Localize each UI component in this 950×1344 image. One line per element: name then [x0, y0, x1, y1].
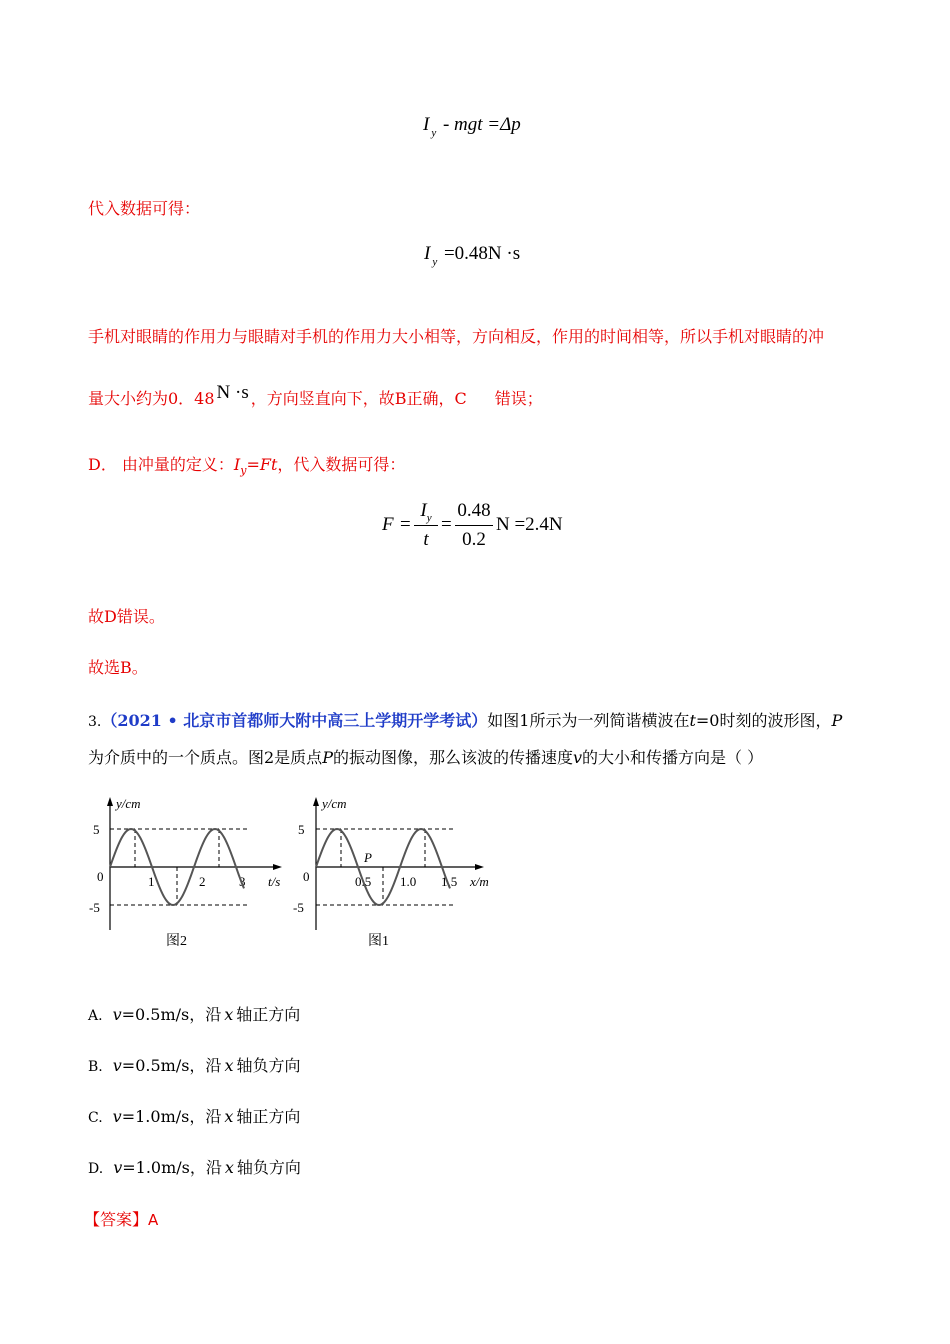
option-d-analysis [88, 452, 405, 475]
option-a-dir: 轴正方向 [236, 1005, 301, 1024]
eq3-num1sub: y [426, 512, 432, 524]
explanation-line-2 [88, 382, 543, 410]
eq1-mgt: mgt [454, 114, 483, 135]
g2-y-arrow [107, 797, 113, 806]
option-b-x: x [224, 1056, 234, 1075]
g2-xtick-3: 3 [239, 874, 246, 889]
g2-xtick-2: 2 [199, 874, 206, 889]
option-b-v: v [112, 1056, 122, 1075]
lineD-def: =Ft [246, 455, 278, 474]
eq2-I: I [424, 243, 431, 264]
g2-ytick-5: 5 [93, 822, 100, 837]
lineD-suffix: ，代入数据可得： [277, 455, 406, 474]
option-c[interactable] [88, 1104, 300, 1127]
eq3-den2: 0.2 [462, 529, 486, 550]
answer-label: 【答案】 [84, 1210, 149, 1229]
option-c-letter: C. [88, 1110, 103, 1126]
option-c-x: x [224, 1107, 234, 1126]
question-source: （2021 • 北京市首都师大附中高三上学期开学考试） [101, 711, 488, 730]
lineD-sub: y [240, 464, 247, 477]
eq2-rhs: =0.48N ·s [443, 243, 521, 264]
question-v: v [572, 748, 583, 767]
explanation-conclusion: ，方向竖直向下，故B正确，C [250, 389, 467, 408]
g2-xlabel: t/s [268, 874, 281, 889]
option-d[interactable] [88, 1155, 301, 1178]
wave-figures [0, 780, 520, 960]
option-c-rest: =1.0m/s，沿 [121, 1107, 222, 1126]
g1-ylabel: y/cm [322, 796, 347, 811]
g2-x-arrow [273, 864, 282, 870]
g1-xtick-15: 1.5 [441, 874, 458, 889]
g1-y-arrow [313, 797, 319, 806]
eq3-num1: I [420, 500, 427, 521]
g1-x-arrow [475, 864, 484, 870]
explanation-unit: N ·s [216, 382, 249, 403]
answer-value: A [148, 1211, 159, 1229]
question-P: P [831, 711, 843, 730]
eq1-sub: y [431, 127, 437, 139]
graph-1-waveform [293, 796, 489, 930]
g1-ytick-5: 5 [298, 822, 305, 837]
eq3-num2: 0.48 [457, 500, 491, 521]
g2-ytick-neg5: -5 [89, 900, 100, 915]
explanation-line-1: 手机对眼睛的作用力与眼睛对手机的作用力大小相等，方向相反，作用的时间相等，所以手机对眼睛的冲 [88, 327, 825, 346]
eq3-F: F [382, 514, 394, 535]
lineD-prefix: D． 由冲量的定义： [88, 455, 234, 474]
choose-b-text: 故选B。 [88, 658, 148, 677]
g1-xlabel: x/m [470, 874, 489, 889]
g1-ytick-neg5: -5 [293, 900, 304, 915]
g1-xtick-10: 1.0 [400, 874, 417, 889]
g1-ytick-0: 0 [303, 869, 310, 884]
question-text-3: 为介质中的一个质点。图2是质点 [88, 748, 323, 767]
question-t: t [689, 711, 696, 730]
question-number: 3. [88, 714, 102, 730]
question-text-4: 的振动图像，那么该波的传播速度 [332, 748, 573, 767]
option-d-x: x [224, 1158, 234, 1177]
option-c-dir: 轴正方向 [236, 1107, 301, 1126]
eq3-eq1: = [400, 514, 411, 535]
eq3-fraction-1 [414, 500, 438, 551]
question-text-2: =0时刻的波形图， [695, 711, 832, 730]
g2-caption: 图2 [166, 934, 187, 949]
option-d-letter: D. [88, 1161, 104, 1177]
eq1-rhs: =Δp [487, 114, 521, 135]
option-b-letter: B. [88, 1059, 103, 1075]
option-a[interactable] [88, 1002, 300, 1025]
equation-momentum [423, 114, 521, 139]
eq3-fraction-2 [455, 500, 493, 551]
lineD-I: I [233, 455, 241, 474]
answer-line [84, 1207, 158, 1230]
equation-impulse-value [424, 243, 521, 268]
option-a-rest: =0.5m/s，沿 [121, 1005, 222, 1024]
option-d-v: v [113, 1158, 123, 1177]
option-a-letter: A. [88, 1008, 103, 1024]
d-wrong-text: 故D错误。 [88, 607, 165, 626]
eq3-den1: t [423, 529, 429, 550]
g1-point-P: P [364, 850, 372, 865]
question-P2: P [322, 748, 333, 767]
option-b-rest: =0.5m/s，沿 [121, 1056, 222, 1075]
graph-2-vibration [89, 796, 282, 930]
eq1-I: I [423, 114, 430, 135]
option-d-dir: 轴负方向 [236, 1158, 301, 1177]
g2-xtick-1: 1 [148, 874, 155, 889]
option-a-x: x [224, 1005, 234, 1024]
g1-xtick-05: 0.5 [355, 874, 372, 889]
question-line-2 [88, 745, 763, 768]
option-b-dir: 轴负方向 [236, 1056, 301, 1075]
substitute-text: 代入数据可得： [88, 199, 201, 218]
explanation-wrong: 错误； [494, 389, 543, 408]
eq3-eq2: = [441, 514, 452, 535]
eq2-sub: y [432, 256, 438, 268]
eq1-minus: - [442, 114, 450, 135]
option-d-rest: =1.0m/s，沿 [122, 1158, 222, 1177]
eq3-rhs: N =2.4N [496, 514, 563, 535]
g2-ytick-0: 0 [97, 869, 104, 884]
g2-ylabel: y/cm [116, 796, 141, 811]
question-text-1: 如图1所示为一列简谐横波在 [487, 711, 690, 730]
option-b[interactable] [88, 1053, 300, 1076]
question-text-5: 的大小和传播方向是（ ） [582, 748, 764, 767]
option-a-v: v [112, 1005, 122, 1024]
g1-caption: 图1 [368, 934, 389, 949]
explanation-value: 量大小约为0．48 [88, 389, 215, 408]
option-c-v: v [112, 1107, 122, 1126]
question-line-1 [88, 708, 842, 731]
